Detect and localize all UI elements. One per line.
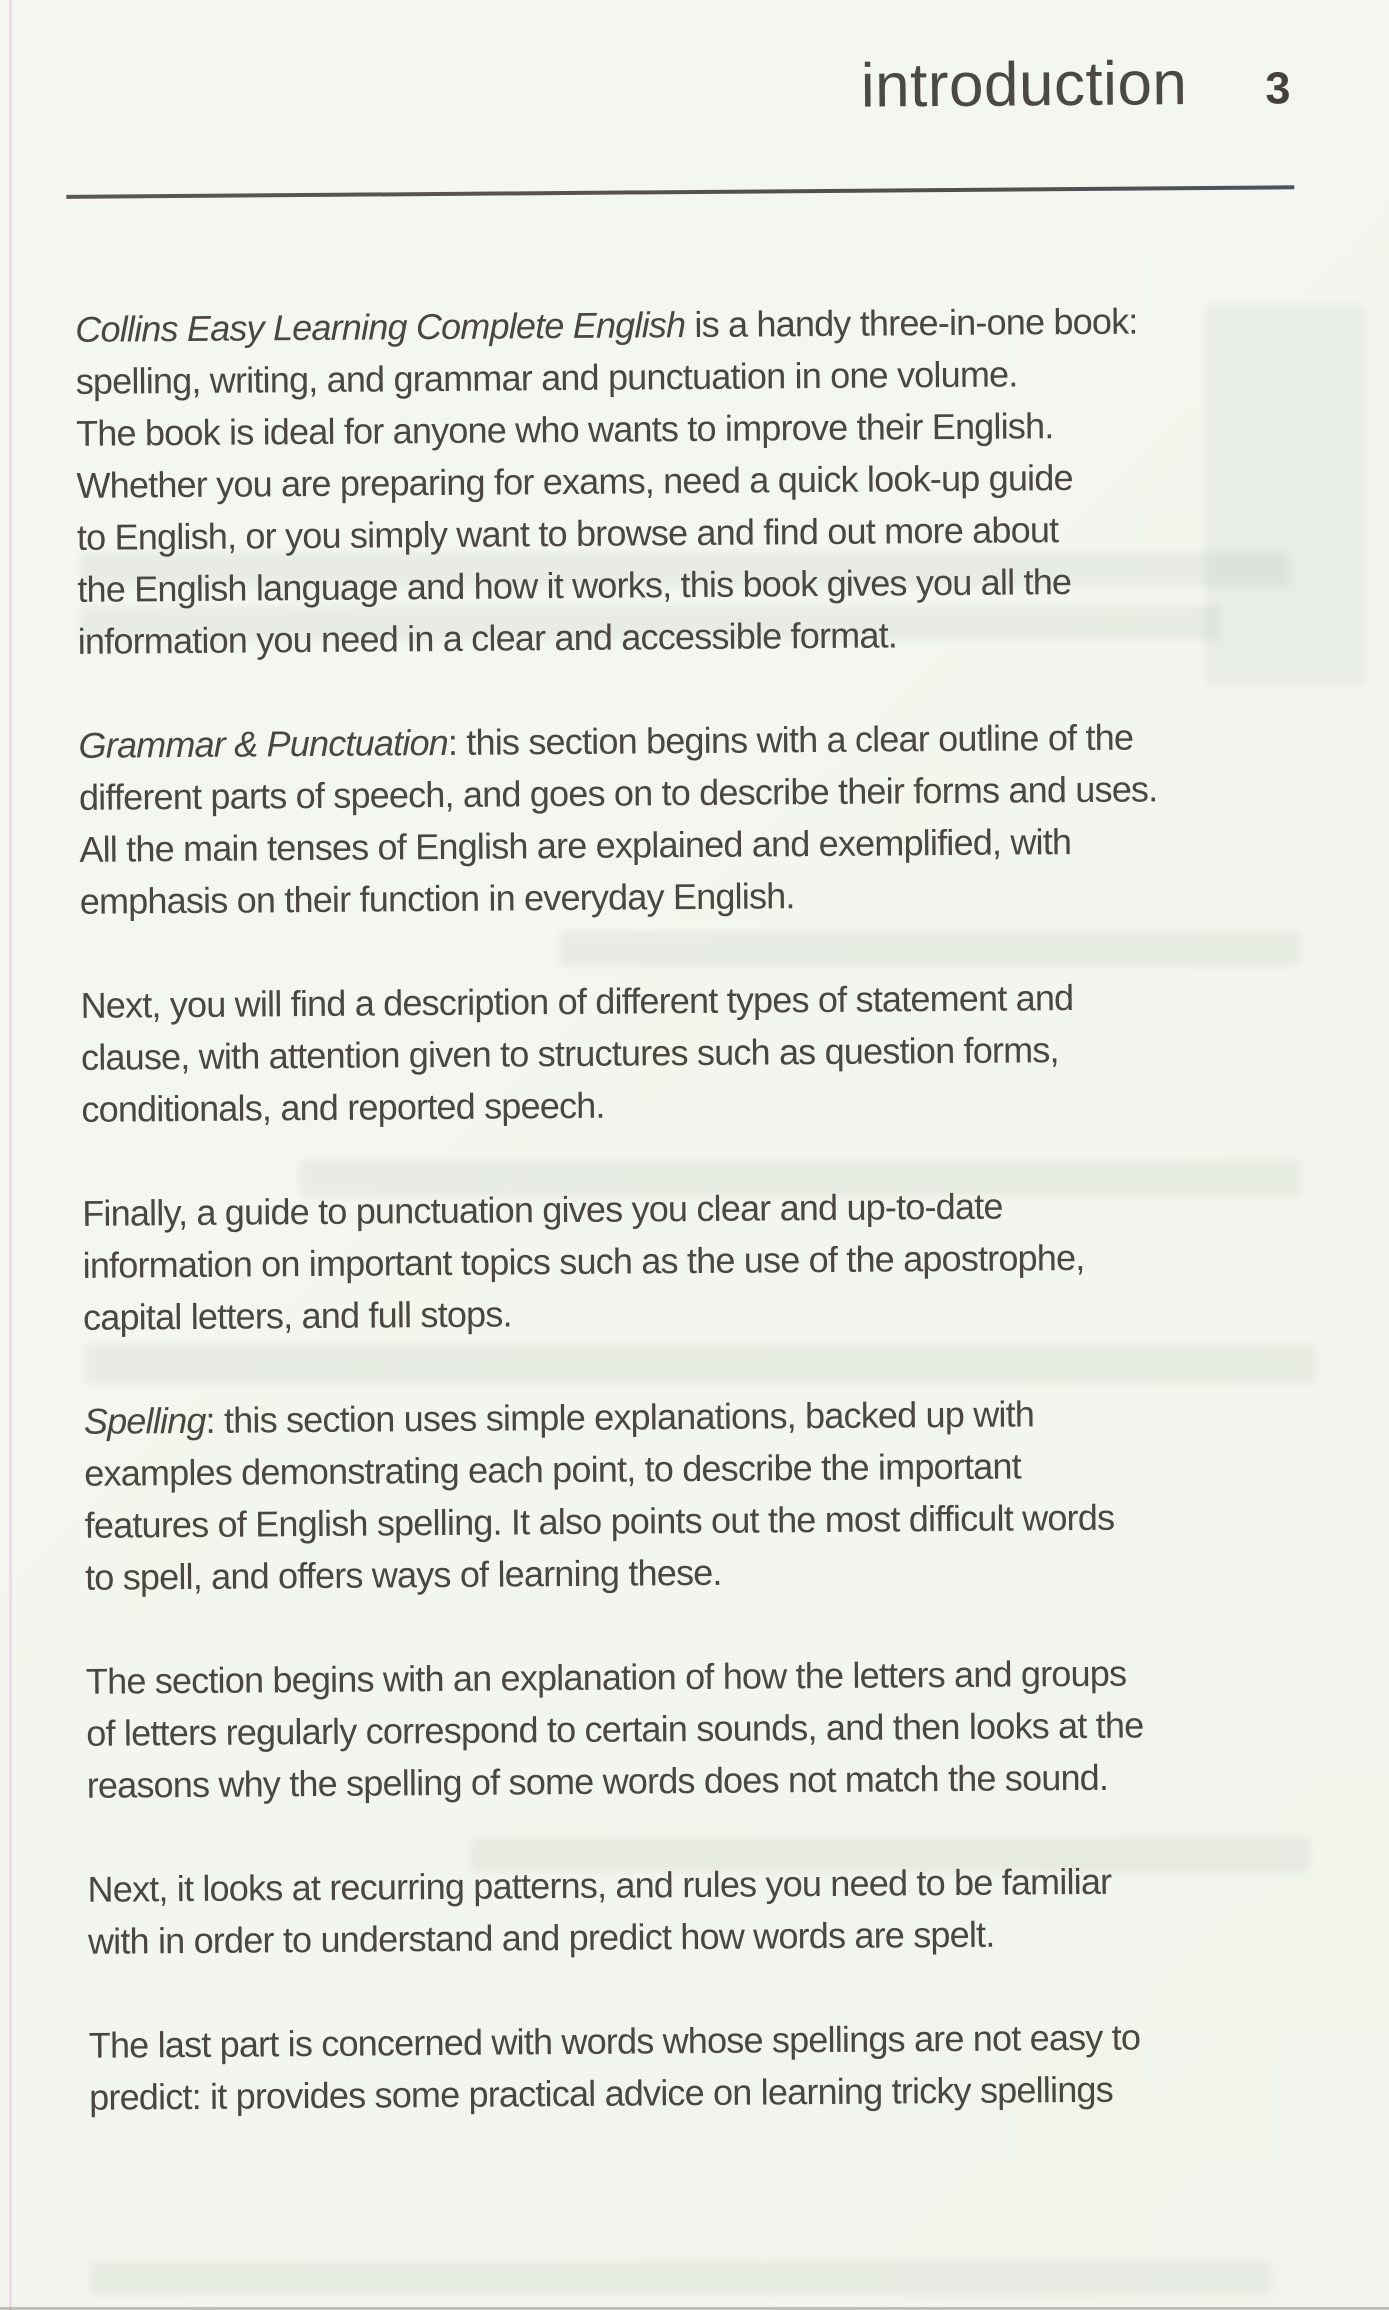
paragraph-punctuation-guide [82,1178,1273,1343]
book-title-italic: Collins Easy Learning Complete English [75,304,686,350]
header-rule-divider [66,185,1294,199]
paragraph-text: Next, it looks at recurring patterns, and rules you need to be familiar with in order to understand and predict how words are spelt. [87,1860,1112,1962]
paragraph-recurring-patterns [87,1854,1278,1967]
paragraph-text: The section begins with an explanation of how the letters and groups of letters regularly correspond to certain sounds, and then looks at the reasons why the spelling of some words does not match the sound. [85,1652,1144,1806]
section-name-italic: Spelling [83,1399,206,1442]
page-header [861,47,1291,121]
paragraph-text: is a handy three-in-one book: spelling, writing, and grammar and punctuation in one volume. The book is ideal for anyone who wants to improve their English. Whether you are preparing for exams, need a quick look-up guide to English, or you simply want to browse and find out more about the English language and how it works, this book gives you all the information you need in a clear and accessible format. [75,300,1138,662]
paragraph-text: Next, you will find a description of different types of statement and clause, with attention given to structures such as question forms, conditionals, and reported speech. [80,977,1074,1130]
body-text [75,294,1280,2175]
paragraph-letters-sounds [86,1646,1277,1811]
section-name-italic: Grammar & Punctuation [78,721,449,766]
page-number: 3 [1265,62,1291,114]
paragraph-statements-clauses [80,970,1271,1135]
paragraph-text: Finally, a guide to punctuation gives you clear and up-to-date information on important topics such as the use of the apostrophe, capital letters, and full stops. [82,1185,1085,1338]
paragraph-grammar-punctuation [78,710,1270,927]
paragraph-intro-book [75,294,1268,667]
paragraph-spelling [84,1386,1276,1603]
page-title: introduction [860,49,1188,121]
paragraph-text: The last part is concerned with words whose spellings are not easy to predict: it provides some practical advice on learning tricky spellings [88,2016,1141,2118]
paragraph-text: : this section begins with a clear outline of the different parts of speech, and goes on to describe their forms and uses. All the main tenses of English are explained and exemplified, with emphasis on their function in everyday English. [78,716,1158,922]
paragraph-tricky-spellings [89,2010,1280,2123]
paragraph-text: : this section uses simple explanations, backed up with examples demonstrating each point, to describe the important features of English spelling. It also points out the most difficult words to spell, and offers ways of learning these. [84,1393,1115,1598]
